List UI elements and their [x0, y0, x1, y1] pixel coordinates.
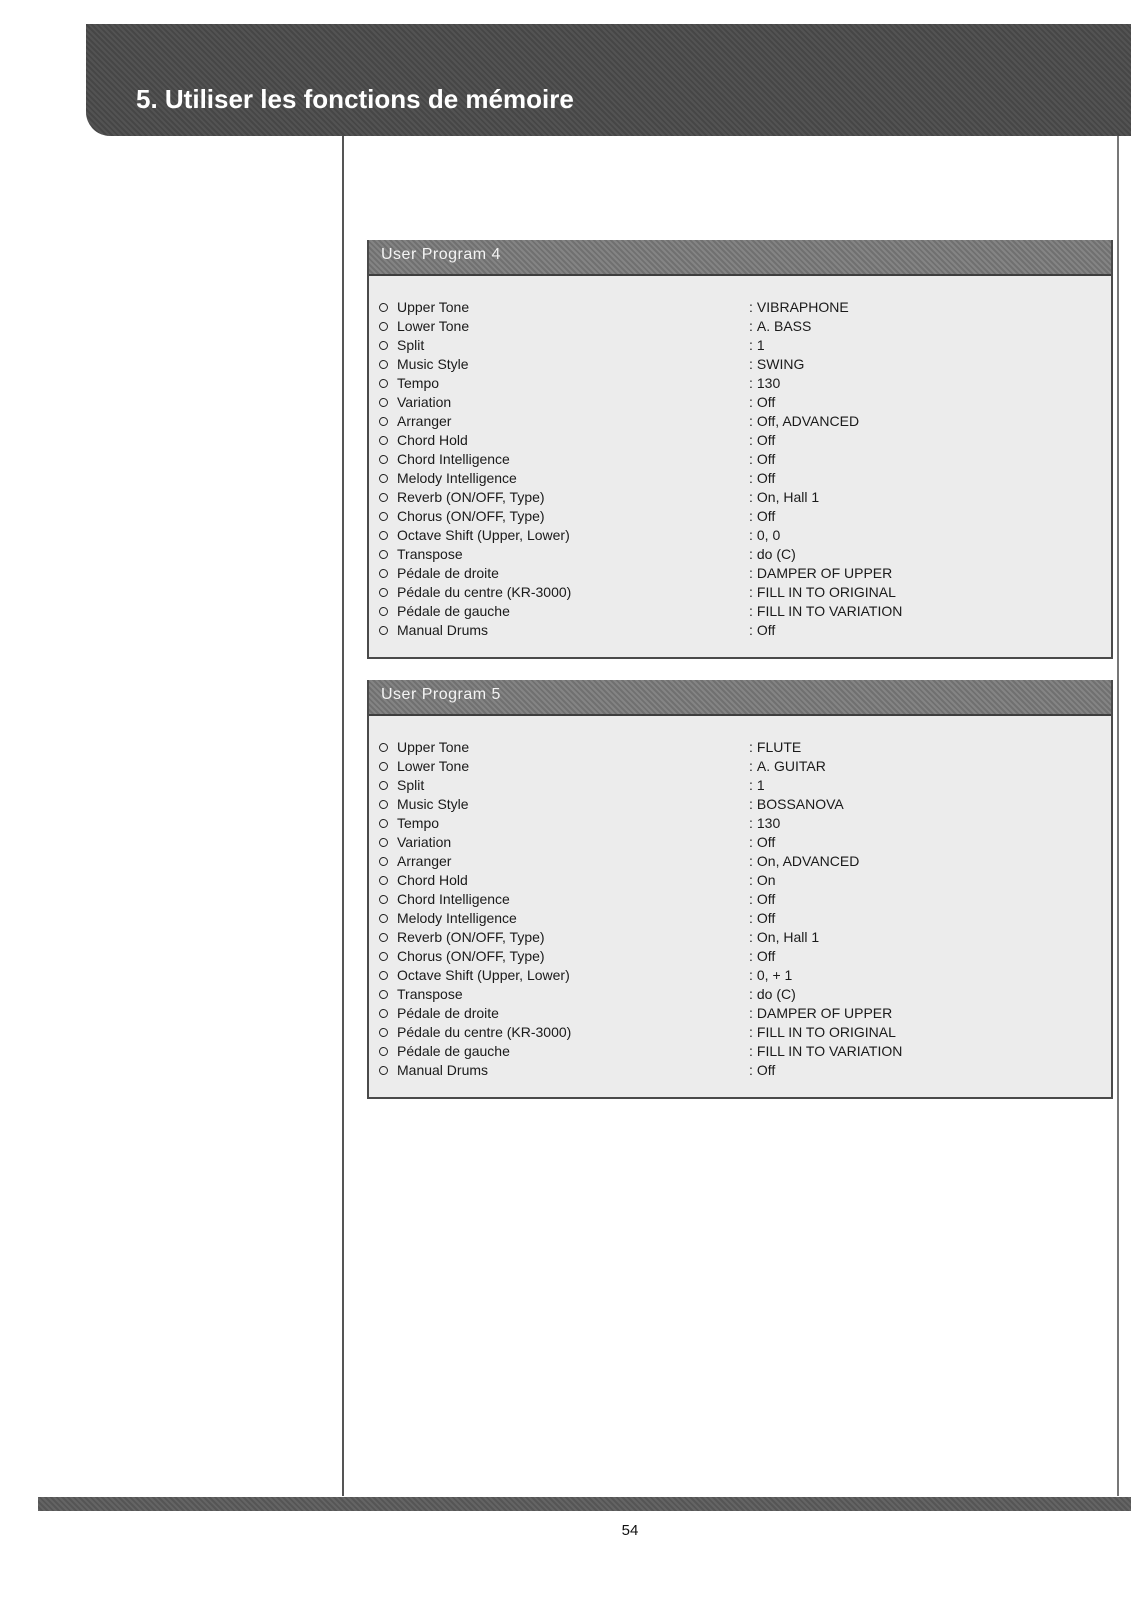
- setting-row: [379, 966, 1101, 985]
- setting-value-wrap: [749, 1061, 775, 1080]
- setting-value: On, Hall 1: [756, 489, 820, 505]
- setting-value: Off: [756, 394, 776, 410]
- circle-bullet-icon: [379, 990, 388, 999]
- circle-bullet-icon: [379, 914, 388, 923]
- setting-value: On, ADVANCED: [756, 853, 860, 869]
- setting-row: [379, 412, 1101, 431]
- settings-list: [379, 298, 1101, 640]
- setting-label: Transpose: [397, 546, 463, 562]
- setting-value-wrap: [749, 852, 859, 871]
- panel-title: User Program 5: [381, 686, 501, 703]
- value-separator: :: [749, 872, 753, 888]
- value-separator: :: [749, 891, 753, 907]
- setting-value-wrap: [749, 355, 804, 374]
- value-separator: :: [749, 967, 753, 983]
- value-separator: :: [749, 1024, 753, 1040]
- setting-label: Pédale de droite: [397, 565, 499, 581]
- setting-value-wrap: [749, 526, 780, 545]
- setting-value-wrap: [749, 833, 775, 852]
- setting-label: Reverb (ON/OFF, Type): [397, 489, 545, 505]
- setting-value-wrap: [749, 985, 796, 1004]
- circle-bullet-icon: [379, 531, 388, 540]
- panel-title: User Program 4: [381, 246, 501, 263]
- circle-bullet-icon: [379, 762, 388, 771]
- setting-value-wrap: [749, 431, 775, 450]
- value-separator: :: [749, 777, 753, 793]
- setting-value: Off: [756, 891, 776, 907]
- setting-label: Lower Tone: [397, 758, 470, 774]
- setting-value: 0, 0: [756, 527, 781, 543]
- circle-bullet-icon: [379, 971, 388, 980]
- value-separator: :: [749, 603, 753, 619]
- user-program-4-panel: [367, 240, 1113, 659]
- settings-list: [379, 738, 1101, 1080]
- setting-value: DAMPER OF UPPER: [756, 565, 893, 581]
- value-separator: :: [749, 489, 753, 505]
- setting-value: FILL IN TO ORIGINAL: [756, 584, 896, 600]
- value-separator: :: [749, 356, 753, 372]
- value-separator: :: [749, 432, 753, 448]
- setting-value-wrap: [749, 602, 902, 621]
- setting-label: Upper Tone: [397, 299, 470, 315]
- setting-value-wrap: [749, 412, 859, 431]
- setting-row: [379, 507, 1101, 526]
- circle-bullet-icon: [379, 626, 388, 635]
- circle-bullet-icon: [379, 379, 388, 388]
- margin-rule: [342, 136, 344, 1496]
- setting-label: Music Style: [397, 356, 469, 372]
- setting-row: [379, 526, 1101, 545]
- circle-bullet-icon: [379, 455, 388, 464]
- setting-row: [379, 602, 1101, 621]
- circle-bullet-icon: [379, 607, 388, 616]
- setting-row: [379, 738, 1101, 757]
- setting-value-wrap: [749, 871, 776, 890]
- circle-bullet-icon: [379, 1047, 388, 1056]
- setting-row: [379, 336, 1101, 355]
- value-separator: :: [749, 853, 753, 869]
- circle-bullet-icon: [379, 952, 388, 961]
- setting-value: Off: [756, 948, 776, 964]
- circle-bullet-icon: [379, 800, 388, 809]
- setting-row: [379, 833, 1101, 852]
- value-separator: :: [749, 299, 753, 315]
- circle-bullet-icon: [379, 1066, 388, 1075]
- setting-label: Chord Intelligence: [397, 451, 510, 467]
- setting-value-wrap: [749, 814, 780, 833]
- circle-bullet-icon: [379, 819, 388, 828]
- value-separator: :: [749, 546, 753, 562]
- setting-value: 1: [756, 777, 765, 793]
- setting-row: [379, 393, 1101, 412]
- setting-label: Octave Shift (Upper, Lower): [397, 967, 570, 983]
- setting-label: Upper Tone: [397, 739, 470, 755]
- setting-row: [379, 488, 1101, 507]
- setting-value-wrap: [749, 393, 775, 412]
- setting-row: [379, 947, 1101, 966]
- value-separator: :: [749, 1062, 753, 1078]
- setting-value-wrap: [749, 890, 775, 909]
- setting-value: A. GUITAR: [756, 758, 826, 774]
- circle-bullet-icon: [379, 1028, 388, 1037]
- setting-label: Arranger: [397, 853, 452, 869]
- value-separator: :: [749, 337, 753, 353]
- circle-bullet-icon: [379, 743, 388, 752]
- circle-bullet-icon: [379, 838, 388, 847]
- setting-value-wrap: [749, 621, 775, 640]
- setting-row: [379, 469, 1101, 488]
- circle-bullet-icon: [379, 512, 388, 521]
- value-separator: :: [749, 986, 753, 1002]
- setting-label: Music Style: [397, 796, 469, 812]
- setting-label: Chord Hold: [397, 872, 468, 888]
- circle-bullet-icon: [379, 417, 388, 426]
- setting-value: Off: [756, 1062, 776, 1078]
- circle-bullet-icon: [379, 360, 388, 369]
- circle-bullet-icon: [379, 588, 388, 597]
- user-program-5-panel: [367, 680, 1113, 1099]
- setting-value: Off: [756, 508, 776, 524]
- circle-bullet-icon: [379, 341, 388, 350]
- setting-row: [379, 852, 1101, 871]
- setting-value-wrap: [749, 1042, 902, 1061]
- setting-value: FILL IN TO VARIATION: [756, 1043, 903, 1059]
- right-edge-rule: [1117, 136, 1119, 1496]
- value-separator: :: [749, 815, 753, 831]
- setting-label: Variation: [397, 394, 452, 410]
- setting-value: 130: [756, 375, 781, 391]
- circle-bullet-icon: [379, 398, 388, 407]
- setting-value-wrap: [749, 1004, 892, 1023]
- setting-row: [379, 564, 1101, 583]
- setting-label: Pédale du centre (KR-3000): [397, 584, 572, 600]
- setting-value-wrap: [749, 583, 896, 602]
- setting-value-wrap: [749, 947, 775, 966]
- value-separator: :: [749, 929, 753, 945]
- setting-row: [379, 1023, 1101, 1042]
- circle-bullet-icon: [379, 493, 388, 502]
- setting-value-wrap: [749, 336, 765, 355]
- setting-value: 0, + 1: [756, 967, 793, 983]
- setting-value: DAMPER OF UPPER: [756, 1005, 893, 1021]
- setting-label: Manual Drums: [397, 622, 489, 638]
- setting-row: [379, 298, 1101, 317]
- setting-label: Tempo: [397, 375, 440, 391]
- value-separator: :: [749, 508, 753, 524]
- setting-row: [379, 1004, 1101, 1023]
- circle-bullet-icon: [379, 895, 388, 904]
- circle-bullet-icon: [379, 436, 388, 445]
- setting-row: [379, 355, 1101, 374]
- setting-value-wrap: [749, 317, 811, 336]
- setting-row: [379, 317, 1101, 336]
- setting-label: Chorus (ON/OFF, Type): [397, 508, 545, 524]
- setting-label: Chord Hold: [397, 432, 468, 448]
- setting-label: Pédale de droite: [397, 1005, 499, 1021]
- setting-row: [379, 621, 1101, 640]
- setting-value: do (C): [756, 546, 796, 562]
- setting-row: [379, 1061, 1101, 1080]
- page-number: 54: [621, 1522, 639, 1539]
- setting-row: [379, 890, 1101, 909]
- setting-row: [379, 985, 1101, 1004]
- setting-value-wrap: [749, 450, 775, 469]
- circle-bullet-icon: [379, 550, 388, 559]
- circle-bullet-icon: [379, 322, 388, 331]
- setting-label: Pédale de gauche: [397, 1043, 510, 1059]
- setting-row: [379, 795, 1101, 814]
- value-separator: :: [749, 375, 753, 391]
- setting-label: Split: [397, 337, 425, 353]
- setting-value-wrap: [749, 795, 844, 814]
- setting-value: SWING: [756, 356, 805, 372]
- setting-value-wrap: [749, 545, 796, 564]
- value-separator: :: [749, 318, 753, 334]
- setting-label: Reverb (ON/OFF, Type): [397, 929, 545, 945]
- setting-row: [379, 450, 1101, 469]
- value-separator: :: [749, 394, 753, 410]
- circle-bullet-icon: [379, 857, 388, 866]
- setting-label: Chord Intelligence: [397, 891, 510, 907]
- setting-value-wrap: [749, 909, 775, 928]
- circle-bullet-icon: [379, 303, 388, 312]
- circle-bullet-icon: [379, 569, 388, 578]
- circle-bullet-icon: [379, 474, 388, 483]
- setting-value-wrap: [749, 1023, 896, 1042]
- setting-label: Pédale de gauche: [397, 603, 510, 619]
- setting-value: Off, ADVANCED: [756, 413, 860, 429]
- circle-bullet-icon: [379, 933, 388, 942]
- setting-value-wrap: [749, 374, 780, 393]
- setting-row: [379, 545, 1101, 564]
- value-separator: :: [749, 1005, 753, 1021]
- circle-bullet-icon: [379, 781, 388, 790]
- setting-value: Off: [756, 622, 776, 638]
- setting-label: Split: [397, 777, 425, 793]
- chapter-header-band: [86, 24, 1131, 136]
- value-separator: :: [749, 527, 753, 543]
- setting-row: [379, 1042, 1101, 1061]
- value-separator: :: [749, 796, 753, 812]
- setting-value: Off: [756, 910, 776, 926]
- setting-value: BOSSANOVA: [756, 796, 844, 812]
- setting-row: [379, 374, 1101, 393]
- value-separator: :: [749, 948, 753, 964]
- setting-label: Chorus (ON/OFF, Type): [397, 948, 545, 964]
- setting-label: Pédale du centre (KR-3000): [397, 1024, 572, 1040]
- value-separator: :: [749, 584, 753, 600]
- setting-label: Tempo: [397, 815, 440, 831]
- setting-value-wrap: [749, 738, 801, 757]
- setting-value-wrap: [749, 564, 892, 583]
- setting-value-wrap: [749, 776, 765, 795]
- value-separator: :: [749, 622, 753, 638]
- setting-row: [379, 776, 1101, 795]
- setting-label: Manual Drums: [397, 1062, 489, 1078]
- panel-header: [369, 680, 1111, 716]
- setting-label: Arranger: [397, 413, 452, 429]
- setting-value: 130: [756, 815, 781, 831]
- setting-value-wrap: [749, 507, 775, 526]
- setting-label: Variation: [397, 834, 452, 850]
- setting-value-wrap: [749, 488, 819, 507]
- panel-header: [369, 240, 1111, 276]
- setting-label: Lower Tone: [397, 318, 470, 334]
- setting-value-wrap: [749, 757, 826, 776]
- value-separator: :: [749, 758, 753, 774]
- value-separator: :: [749, 451, 753, 467]
- setting-label: Melody Intelligence: [397, 910, 517, 926]
- footer-band: [38, 1497, 1131, 1511]
- setting-value: 1: [756, 337, 765, 353]
- setting-label: Transpose: [397, 986, 463, 1002]
- setting-row: [379, 814, 1101, 833]
- value-separator: :: [749, 834, 753, 850]
- setting-value: Off: [756, 451, 776, 467]
- setting-label: Octave Shift (Upper, Lower): [397, 527, 570, 543]
- setting-row: [379, 431, 1101, 450]
- value-separator: :: [749, 1043, 753, 1059]
- setting-value-wrap: [749, 966, 792, 985]
- value-separator: :: [749, 910, 753, 926]
- setting-value: Off: [756, 432, 776, 448]
- setting-value: Off: [756, 834, 776, 850]
- value-separator: :: [749, 565, 753, 581]
- setting-value-wrap: [749, 928, 819, 947]
- value-separator: :: [749, 413, 753, 429]
- chapter-title: 5. Utiliser les fonctions de mémoire: [136, 84, 574, 114]
- setting-label: Melody Intelligence: [397, 470, 517, 486]
- setting-value: FILL IN TO ORIGINAL: [756, 1024, 896, 1040]
- setting-value: FLUTE: [756, 739, 802, 755]
- setting-row: [379, 757, 1101, 776]
- value-separator: :: [749, 470, 753, 486]
- setting-row: [379, 583, 1101, 602]
- setting-value: do (C): [756, 986, 796, 1002]
- setting-value-wrap: [749, 469, 775, 488]
- setting-value-wrap: [749, 298, 849, 317]
- setting-row: [379, 909, 1101, 928]
- setting-value: A. BASS: [756, 318, 812, 334]
- setting-value: VIBRAPHONE: [756, 299, 849, 315]
- circle-bullet-icon: [379, 876, 388, 885]
- setting-row: [379, 871, 1101, 890]
- setting-value: Off: [756, 470, 776, 486]
- circle-bullet-icon: [379, 1009, 388, 1018]
- setting-row: [379, 928, 1101, 947]
- setting-value: On: [756, 872, 776, 888]
- setting-value: FILL IN TO VARIATION: [756, 603, 903, 619]
- setting-value: On, Hall 1: [756, 929, 820, 945]
- value-separator: :: [749, 739, 753, 755]
